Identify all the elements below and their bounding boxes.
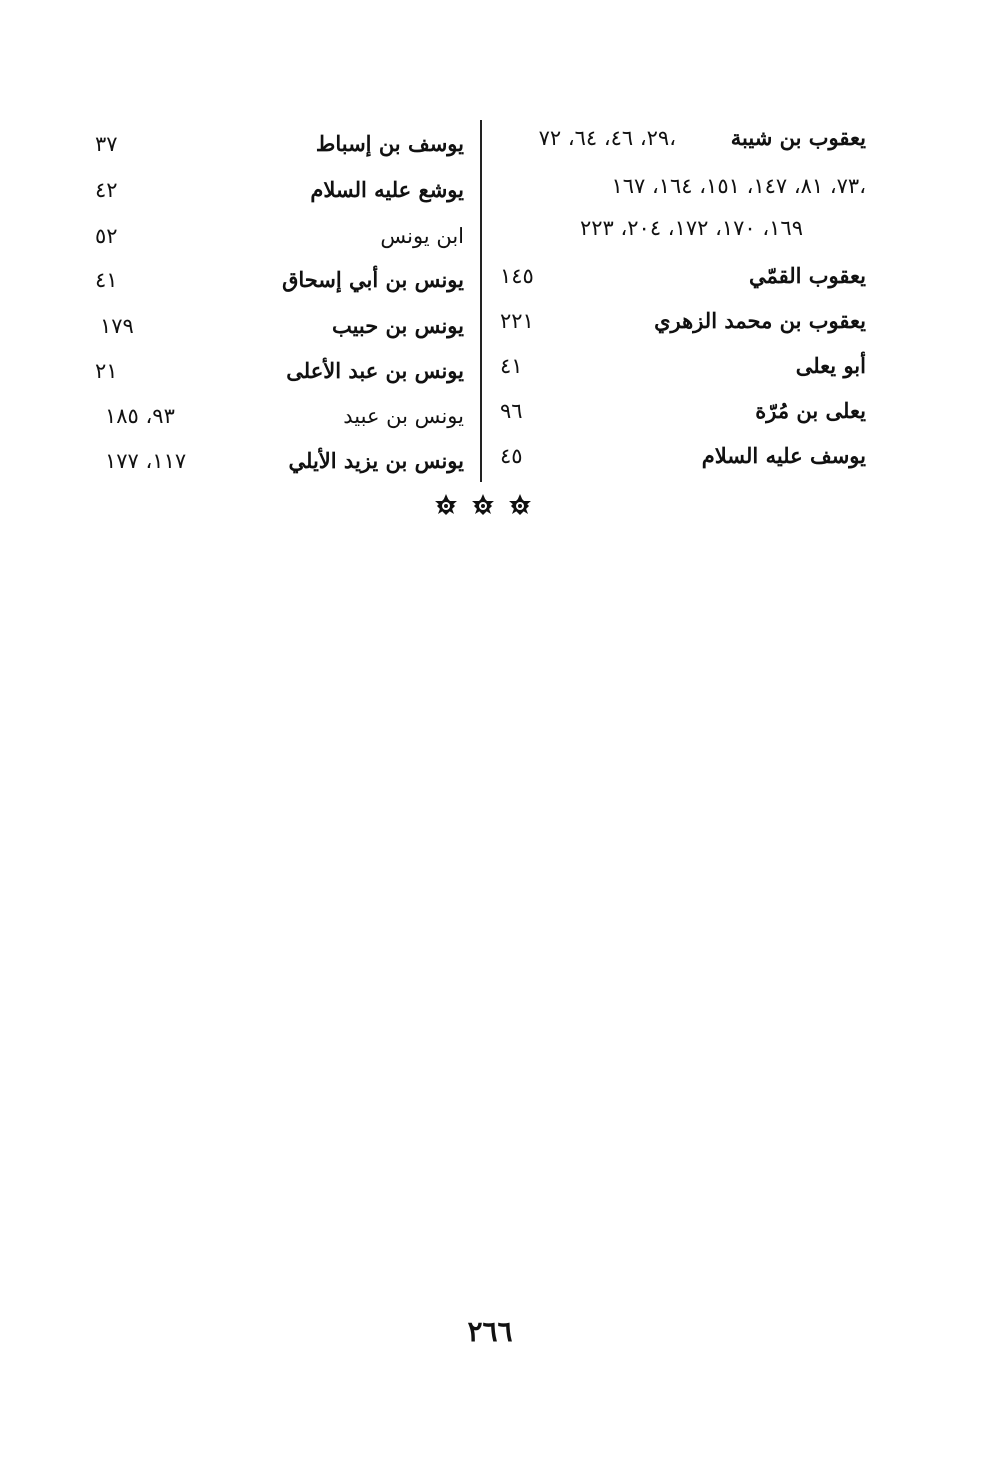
- index-entry-name: يونس بن عبيد: [343, 404, 464, 428]
- index-entry-name: يونس بن حبيب: [331, 313, 464, 338]
- index-entry-pages: ٤١: [500, 354, 523, 378]
- index-entry-pages: ٢١: [95, 359, 118, 383]
- index-entry-name: يعقوب القمّي: [748, 263, 866, 288]
- index-entry-pages: ١٤٥: [500, 264, 534, 288]
- index-entry-name: يعقوب بن محمد الزهري: [654, 308, 866, 333]
- flower-ornament-icon: [433, 493, 459, 519]
- index-entry-name: يعلى بن مُرّة: [755, 398, 866, 423]
- index-entry-name: يوسف بن إسباط: [315, 131, 464, 156]
- index-entry-pages: ٩٣، ١٨٥: [105, 404, 175, 428]
- index-entry-name: يوسف عليه السلام: [701, 443, 866, 468]
- section-end-ornaments: [433, 492, 533, 520]
- index-entry-name: يوشع عليه السلام: [310, 177, 464, 202]
- index-entry-pages: ٢٢١: [500, 309, 534, 333]
- column-divider: [480, 120, 482, 482]
- index-entry-pages: ٤٥: [500, 444, 523, 468]
- index-entry-pages: ٢٩، ٤٦، ٦٤، ٧٢،: [538, 126, 676, 150]
- page-number: ٢٦٦: [467, 1315, 513, 1348]
- index-entry-name: ابن يونس: [380, 224, 464, 248]
- index-entry-name: يعقوب بن شيبة: [730, 125, 866, 150]
- index-entry-name: أبو يعلى: [795, 353, 866, 378]
- index-entry-pages: ٣٧: [95, 132, 118, 156]
- index-entry-pages: ١٧٩: [100, 314, 134, 338]
- index-entry-name: يونس بن أبي إسحاق: [282, 267, 464, 292]
- index-entry-pages: ٤١: [95, 268, 118, 292]
- index-entry-pages-continued: ٧٣، ٨١، ١٤٧، ١٥١، ١٦٤، ١٦٧،: [611, 174, 866, 198]
- flower-ornament-icon: [470, 493, 496, 519]
- index-entry-pages: ٩٦: [500, 399, 523, 423]
- index-entry-pages: ١١٧، ١٧٧: [105, 449, 187, 473]
- index-entry-name: يونس بن يزيد الأيلي: [288, 448, 464, 473]
- flower-ornament-icon: [507, 493, 533, 519]
- index-entry-pages: ٤٢: [95, 178, 118, 202]
- index-entry-name: يونس بن عبد الأعلى: [286, 358, 464, 383]
- index-entry-pages-continued: ١٦٩، ١٧٠، ١٧٢، ٢٠٤، ٢٢٣: [579, 216, 803, 240]
- index-entry-pages: ٥٢: [95, 224, 118, 248]
